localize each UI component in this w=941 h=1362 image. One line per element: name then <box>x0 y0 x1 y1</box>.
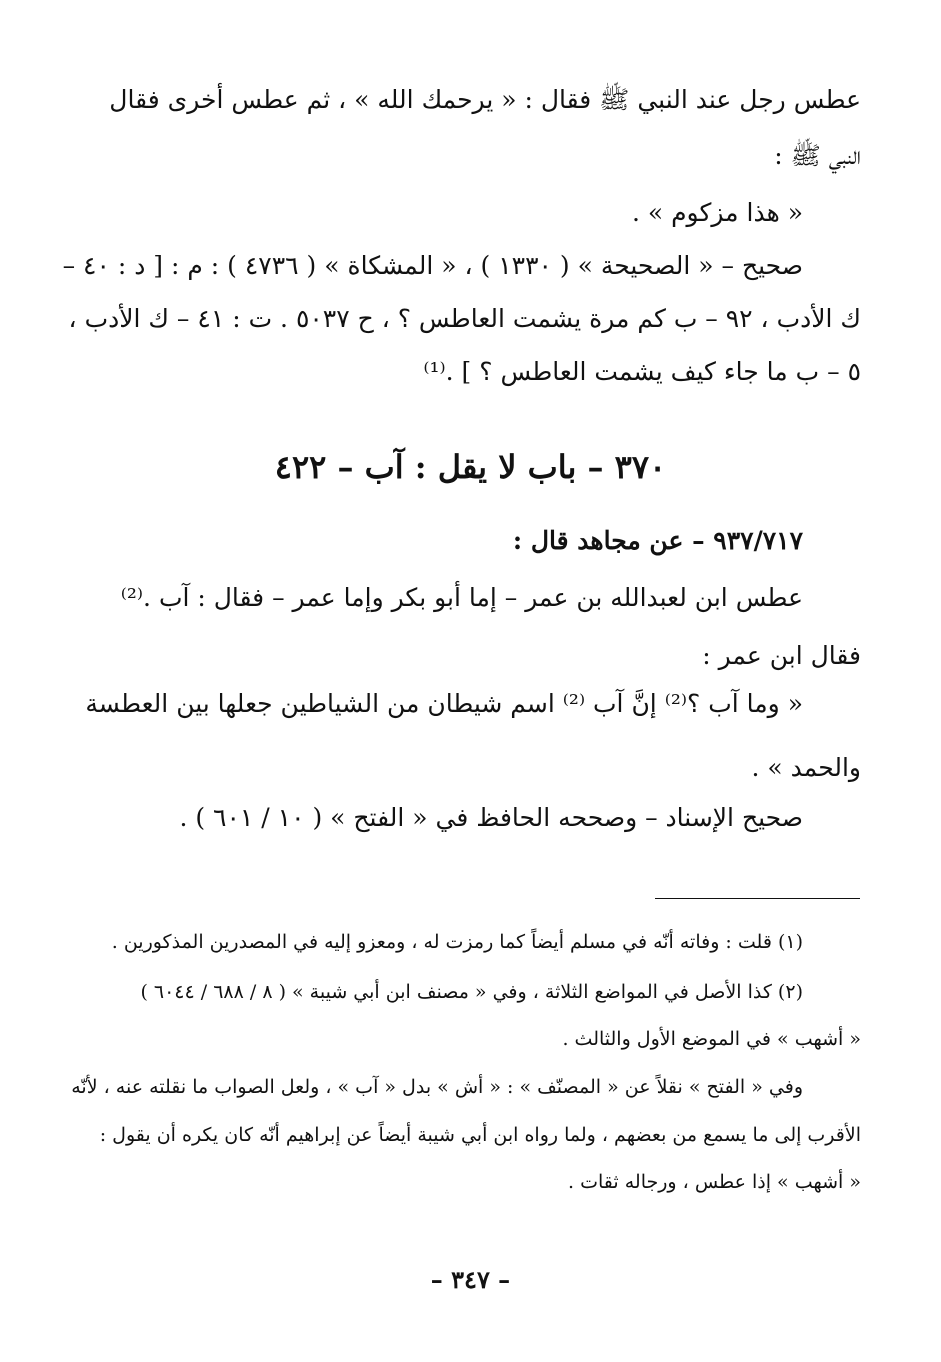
body-line-6: ٥ – ب ما جاء كيف يشمت العاطس ؟ ] .⁽¹⁾ <box>423 357 861 386</box>
hadith-number-line: ٩٣٧/٧١٧ – عن مجاهد قال : <box>512 526 803 555</box>
footnote-2-line-3: وفي « الفتح » نقلاً عن « المصنّف » : « أش » بدل « آب » ، ولعل الصواب ما نقلته عنه ، لأنّه <box>71 1076 803 1098</box>
footnote-2-line-5: « أشهب » إذا عطس ، ورجاله ثقات . <box>568 1171 861 1193</box>
body-line-9: فقال ابن عمر : <box>702 641 861 670</box>
footnote-2-line-4: الأقرب إلى ما يسمع من بعضهم ، ولما رواه ابن أبي شيبة أيضاً عن إبراهيم أنّه كان يكره أن يقول : <box>99 1124 861 1146</box>
body-line-10: « وما آب ؟⁽²⁾ إنَّ آب ⁽²⁾ اسم شيطان من الشياطين جعلها بين العطسة <box>85 689 803 718</box>
body-line-1: عطس رجل عند النبي ﷺ فقال : « يرحمك الله » ، ثم عطس أخرى فقال <box>109 85 861 114</box>
footnote-1: (١) قلت : وفاته أنّه في مسلم أيضاً كما رمزت له ، ومعزو إليه في المصدرين المذكورين . <box>111 931 803 953</box>
body-line-4: صحيح – « الصحيحة » ( ١٣٣٠ ) ، « المشكاة » ( ٤٧٣٦ ) : م : [ د : ٤٠ – <box>62 251 803 280</box>
body-line-11: والحمد » . <box>751 753 861 782</box>
page-number: – ٣٤٧ – <box>430 1265 511 1294</box>
body-line-3: « هذا مزكوم » . <box>631 198 803 227</box>
section-heading: ٣٧٠ – باب لا يقل : آب – ٤٢٢ <box>274 448 667 486</box>
footnote-separator <box>655 898 860 899</box>
body-line-12: صحيح الإسناد – وصححه الحافظ في « الفتح » ( ١٠ / ٦٠١ ) . <box>179 803 803 832</box>
body-line-5: ك الأدب ، ٩٢ – ب كم مرة يشمت العاطس ؟ ، ح ٥٠٣٧ . ت : ٤١ – ك الأدب ، <box>68 304 861 333</box>
footnote-2-line-2: « أشهب » في الموضع الأول والثالث . <box>562 1028 861 1050</box>
footnote-2-line-1: (٢) كذا الأصل في المواضع الثلاثة ، وفي « مصنف ابن أبي شيبة » ( ٨ / ٦٨٨ / ٦٠٤٤ ) <box>140 981 803 1003</box>
body-line-8: عطس ابن لعبدالله بن عمر – إما أبو بكر وإما عمر – فقال : آب .⁽²⁾ <box>120 583 803 612</box>
body-line-2: النبي ﷺ : <box>774 141 861 170</box>
